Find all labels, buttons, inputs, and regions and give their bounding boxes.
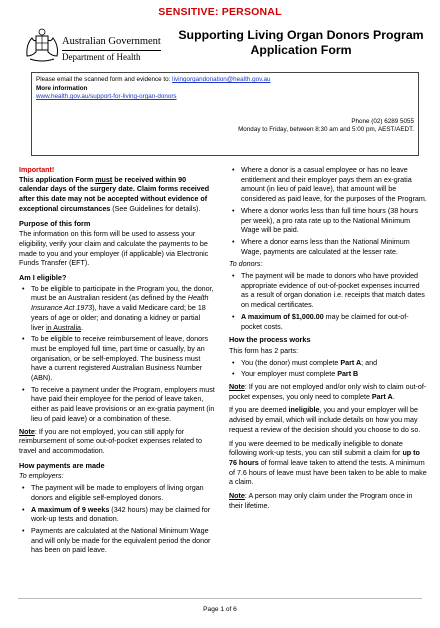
- deadline-text-c: (See Guidelines for details).: [110, 204, 201, 213]
- deadline-text-b: be received within 90 calendar days of the surgery date. Claim forms received after this date may not be accepted without evidence of exceptional circumstances: [19, 175, 210, 213]
- payments-heading: How payments are made: [19, 460, 105, 470]
- process-intro: This form has 2 parts:: [229, 346, 299, 355]
- elig-2-text: To be eligible to receive reimbursement of leave, donors must be employed full time, part time or casually, by an organisation, or be self-employed. The business must have a current registered Australian Business Number (ABN).: [31, 335, 209, 383]
- footer-divider: [18, 598, 422, 599]
- process-note: [229, 383, 427, 402]
- purpose-heading: Purpose of this form: [19, 218, 91, 228]
- employment-note: [19, 428, 215, 457]
- important-label: Important!: [19, 166, 55, 174]
- note-label: Note: [229, 383, 245, 392]
- to-donors-label: To donors:: [229, 260, 263, 269]
- note2-text: : A person may only claim under the Program once in their lifetime.: [229, 492, 413, 510]
- list-item: • Where a donor works less than full time hours (38 hours per week), a pro rata rate up to the National Minimum Wage will be paid.: [232, 206, 419, 235]
- eligibility-heading: Am I eligible?: [19, 273, 67, 283]
- list-item: • To receive a payment under the Program, employers must have paid their employee for the period of leave taken, either as paid leave provisions or an ex-gratia payment (in lieu of paid leave) or a combination of these.: [22, 385, 215, 423]
- inelig-text-b: , you and your employer will be advised by email, which will include details on how you may request a review of the decision should you choose to do so.: [229, 406, 421, 434]
- elig-1-text-b: ), have a valid Medicare card; be 18 years of age or older; and donating a kidney or partial liver: [31, 304, 206, 332]
- list-item: • You (the donor) must complete Part A; and: [232, 358, 378, 367]
- list-item: • A maximum of 9 weeks (342 hours) may be claimed for work-up tests and donation.: [22, 505, 211, 524]
- email-link[interactable]: livingorgandonation@health.gov.au: [172, 76, 271, 83]
- list-item: • Payments are calculated at the National Minimum Wage and will only be made for the equivalent period the donor has been on paid leave.: [22, 526, 211, 555]
- right-column: [229, 166, 427, 516]
- ineligible-paragraph: [229, 406, 427, 435]
- sensitivity-banner: SENSITIVE: PERSONAL: [158, 6, 282, 18]
- list-item: • Your employer must complete Part B: [232, 370, 359, 379]
- left-column: [19, 166, 215, 559]
- pay-1-text: The payment will be made to employers of living organ donors and eligible self-employed donors.: [31, 484, 204, 502]
- medical-text-b: of formal leave taken to attend the tests. A minimum of 7.6 hours of leave must have been taken to be able to make a claim.: [229, 458, 427, 487]
- process-parts-list: [229, 359, 427, 380]
- contact-box: [31, 72, 419, 156]
- r-1-text: Where a donor is a casual employee or has no leave entitlement and their employer pays them an ex-gratia amount (in lieu of paid leave), that amount will be considered as paid leave, for the purposes of the Program.: [241, 166, 427, 204]
- note-label: Note: [19, 427, 35, 436]
- donor-payments-list: [229, 272, 427, 332]
- phone-number: Phone (02) 6289 5055: [351, 117, 414, 125]
- title-line-2: Application Form: [250, 43, 352, 57]
- part-b-label: Part B: [337, 370, 359, 379]
- more-info-label: More information: [36, 84, 88, 92]
- list-item: • To be eligible to receive reimbursement of leave, donors must be employed full time, part time or casually, by an organisation, or be self-employed. The business must have a current registered Australian Business Number (ABN).: [22, 335, 209, 383]
- email-prefix: Please email the scanned form and evidence to:: [36, 76, 171, 83]
- d-2-text: may be claimed for out-of-pocket costs.: [241, 312, 409, 331]
- document-header: [18, 24, 430, 70]
- note-text: : If you are not employed, you can still apply for reimbursement of some out-of-pocket expenses related to travel and accommodation.: [19, 427, 202, 455]
- elig-1-text-c: .: [81, 323, 83, 332]
- contact-hours: Monday to Friday, between 8:30 am and 5:00 pm, AEST/AEDT.: [238, 126, 414, 134]
- list-item: • A maximum of $1,000.00 may be claimed for out-of-pocket costs.: [232, 312, 409, 331]
- website-link[interactable]: www.health.gov.au/support-for-living-organ-donors: [36, 93, 177, 101]
- elig-3-text: To receive a payment under the Program, employers must have paid their employee for the period of leave taken, either as paid leave provisions or an ex-gratia payment (in lieu of paid leave) or a combination of these.: [31, 385, 215, 423]
- list-item: • Where a donor is a casual employee or has no leave entitlement and their employer pays them an ex-gratia amount (in lieu of paid leave), that amount will be considered as paid leave, for the purposes of the Program.: [232, 166, 427, 204]
- elig-1-text-a: To be eligible to participate in the Program you, the donor, must be an Australian resident (as defined by the: [31, 284, 214, 303]
- page-title: [176, 28, 426, 58]
- part-a-label: Part A: [340, 358, 362, 367]
- elig-1-underline: in Australia: [46, 323, 82, 332]
- part-a-post: ; and: [361, 358, 378, 367]
- deadline-must: must: [95, 175, 113, 184]
- inelig-bold: ineligible: [288, 406, 320, 415]
- pay-2-bold: A maximum of 9 weeks: [31, 505, 110, 514]
- lifetime-note: [229, 492, 427, 511]
- d-2-bold: A maximum of $1,000.00: [241, 312, 324, 321]
- deadline-notice: [19, 176, 215, 215]
- list-item: • The payment will be made to donors who have provided appropriate evidence of out-of-pocket expenses incurred as a result of organ donation i.e. receipts that match dates on medical certificates.: [232, 272, 425, 310]
- list-item: • The payment will be made to employers of living organ donors and eligible self-employed donors.: [22, 484, 204, 502]
- title-line-1: Supporting Living Organ Donors Program: [178, 28, 424, 42]
- note-text-a: : If you are not employed and/or only wish to claim out-of-pocket expenses, you only need to complete: [229, 383, 427, 401]
- pay-3-text: Payments are calculated at the National Minimum Wage and will only be made for the equivalent period the donor has been on paid leave.: [31, 526, 211, 555]
- inelig-text-a: If you are deemed: [229, 406, 289, 415]
- d-1-text: The payment will be made to donors who have provided appropriate evidence of out-of-pocket expenses incurred as a result of organ donation i.e. receipts that match dates on medical certificates.: [241, 272, 425, 310]
- r-3-text: Where a donor earns less than the National Minimum Wage, payments are calculated at the lesser rate.: [241, 237, 410, 256]
- email-line: [36, 76, 414, 85]
- note-label: Note: [229, 492, 245, 501]
- employer-payments-list: [19, 484, 215, 556]
- purpose-text: The information on this form will be used to assess your eligibility, verify your claim and calculate the payments to be made to you and your employer (if applicable) via Electronic Funds Transfer (EFT).: [19, 230, 209, 268]
- pay-2-text: (342 hours) may be claimed for work-up tests and donation.: [31, 505, 211, 524]
- medical-ineligible-paragraph: [229, 440, 427, 489]
- medical-bold: up to 76 hours: [229, 449, 420, 467]
- list-item: • To be eligible to participate in the Program you, the donor, must be an Australian resident (as defined by the Health Insurance Act 1973), have a valid Medicare card; be 18 years of age or older; and donating a kidney or partial liver in Australia.: [22, 284, 214, 332]
- process-heading: How the process works: [229, 335, 311, 345]
- r-2-text: Where a donor works less than full time hours (38 hours per week), a pro rata rate up to the National Minimum Wage will be paid.: [241, 206, 419, 235]
- department-name: Department of Health: [62, 50, 161, 63]
- page-number: Page 1 of 6: [203, 606, 237, 613]
- to-employers-label: To employers:: [19, 472, 64, 481]
- note-part-a: Part A: [371, 392, 393, 401]
- list-item: • Where a donor earns less than the National Minimum Wage, payments are calculated at the lesser rate.: [232, 237, 410, 256]
- elig-1-act: Health Insurance Act 1973: [31, 294, 209, 313]
- government-name: Australian Government: [62, 36, 161, 47]
- coat-of-arms-icon: [22, 26, 62, 66]
- part-a-pre: You (the donor) must complete: [241, 358, 341, 367]
- part-b-pre: Your employer must complete: [241, 370, 338, 379]
- eligibility-list: [19, 285, 215, 425]
- deadline-text-a: This application Form: [19, 175, 96, 184]
- medical-text-a: If you were deemed to be medically ineligible to donate following work-up tests, you can still submit a claim for: [229, 439, 403, 458]
- employer-payments-list-cont: [229, 166, 427, 257]
- note-text-b: .: [392, 392, 395, 401]
